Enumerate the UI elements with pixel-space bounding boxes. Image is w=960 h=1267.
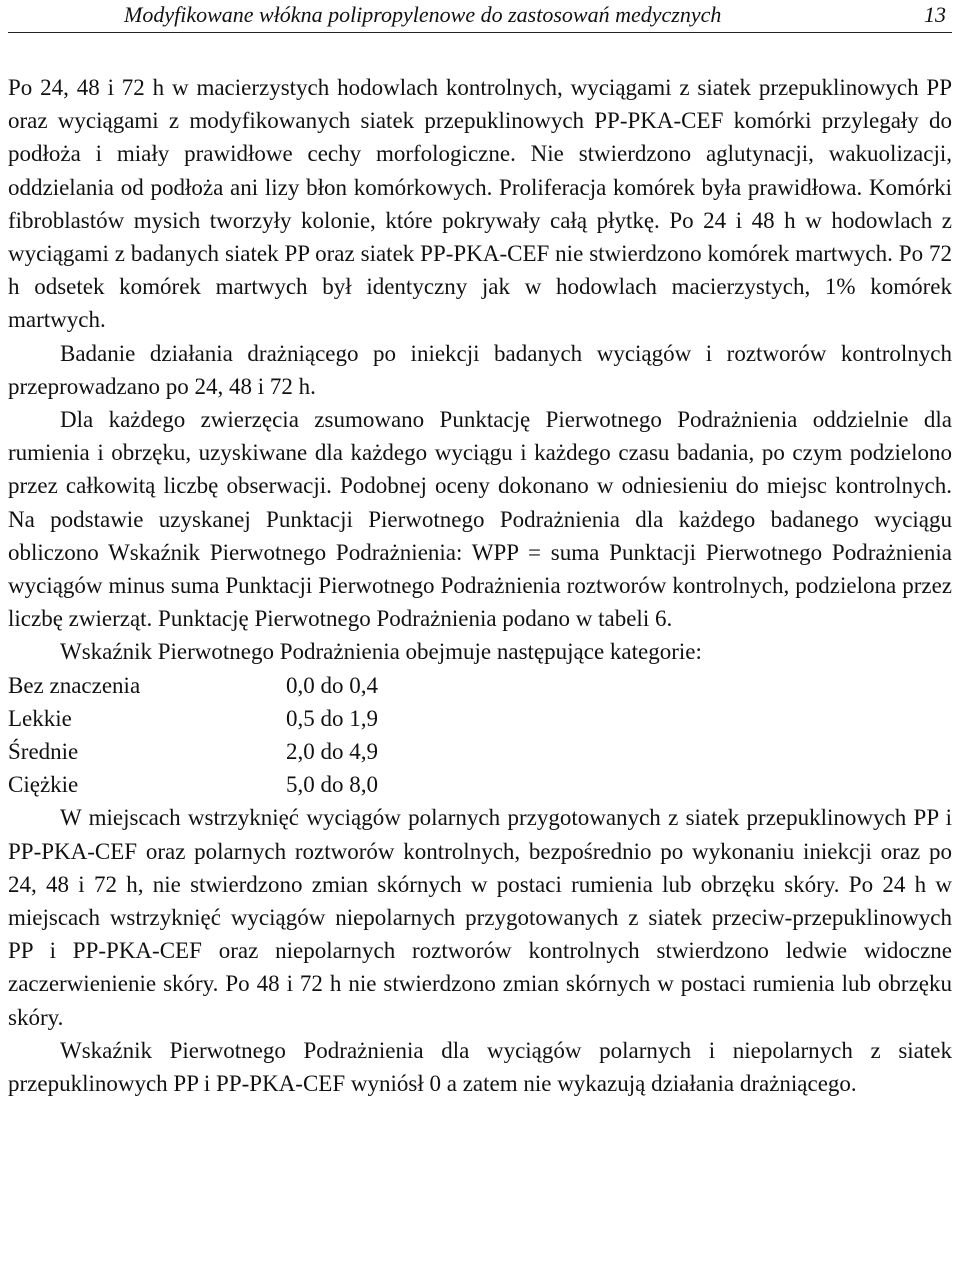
category-name: Średnie — [8, 739, 79, 765]
paragraph-irritation-test: Badanie działania drażniącego po iniekcji badanych wyciągów i roztworów kontrolnych przeprowadzano po 24, 48 i 72 h. — [8, 340, 952, 399]
category-range: 0,0 do 0,4 — [286, 672, 378, 698]
category-range: 0,5 do 1,9 — [286, 705, 378, 731]
paragraph-scoring-method: Dla każdego zwierzęcia zsumowano Punktację Pierwotnego Podrażnienia oddzielnie dla rumienia i obrzęku, uzyskiwane dla każdego wyciągu i każdego czasu badania, po czym podzielono przez całkowitą liczbę obserwacji. Podobnej oceny dokonano w odniesieniu do miejsc kontrolnych. Na podstawie uzyskanej Punktacji Pierwotnego Podrażnienia dla każdego badanego wyciągu obliczono Wskaźnik Pierwotnego Podrażnienia: WPP = suma Punktacji Pierwotnego Podrażnienia wyciągów minus suma Punktacji Pierwotnego Podrażnienia roztworów kontrolnych, podzielona przez liczbę zwierząt. Punktację Pierwotnego Podrażnienia podano w tabeli 6. — [8, 407, 952, 632]
category-row — [8, 702, 952, 735]
category-list — [8, 669, 952, 802]
category-range: 2,0 do 4,9 — [286, 739, 378, 765]
running-header — [8, 0, 952, 33]
category-name: Lekkie — [8, 705, 72, 731]
category-row — [8, 768, 952, 801]
running-title: Modyfikowane włókna polipropylenowe do zastosowań medycznych — [124, 2, 722, 27]
page-number: 13 — [924, 2, 946, 27]
category-row — [8, 735, 952, 768]
category-range: 5,0 do 8,0 — [286, 772, 378, 798]
body-text — [8, 71, 952, 1100]
paragraph-skin-results: W miejscach wstrzyknięć wyciągów polarnych przygotowanych z siatek przepuklinowych PP i PP-PKA-CEF oraz polarnych roztworów kontrolnych, bezpośrednio po wykonaniu iniekcji oraz po 24, 48 i 72 h, nie stwierdzono zmian skórnych w postaci rumienia lub obrzęku skóry. Po 24 h w miejscach wstrzyknięć wyciągów niepolarnych przygotowanych z siatek przeciw-przepuklinowych PP i PP-PKA-CEF oraz niepolarnych roztworów kontrolnych stwierdzono ledwie widoczne zaczerwienienie skóry. Po 48 i 72 h nie stwierdzono zmian skórnych w postaci rumienia lub obrzęku skóry. — [8, 805, 952, 1030]
category-name: Ciężkie — [8, 772, 79, 798]
paragraph-categories-intro: Wskaźnik Pierwotnego Podrażnienia obejmuje następujące kategorie: — [60, 639, 702, 665]
paragraph-conclusion: Wskaźnik Pierwotnego Podrażnienia dla wyciągów polarnych i niepolarnych z siatek przepuklinowych PP i PP-PKA-CEF wyniósł 0 a zatem nie wykazują działania drażniącego. — [8, 1037, 952, 1097]
category-name: Bez znaczenia — [8, 672, 141, 698]
paragraph-cell-culture: Po 24, 48 i 72 h w macierzystych hodowlach kontrolnych, wyciągami z siatek przepuklinowych PP oraz wyciągami z modyfikowanych siatek przepuklinowych PP-PKA-CEF komórki przylegały do podłoża i miały prawidłowe cechy morfologiczne. Nie stwierdzono aglutynacji, wakuolizacji, oddzielania od podłoża ani lizy błon komórkowych. Proliferacja komórek była prawidłowa. Komórki fibroblastów mysich tworzyły kolonie, które pokrywały całą płytkę. Po 24 i 48 h w hodowlach z wyciągami z badanych siatek PP oraz siatek PP-PKA-CEF nie stwierdzono komórek martwych. Po 72 h odsetek komórek martwych był identyczny jak w hodowlach macierzystych, 1% komórek martwych. — [8, 75, 952, 333]
category-row — [8, 669, 952, 702]
